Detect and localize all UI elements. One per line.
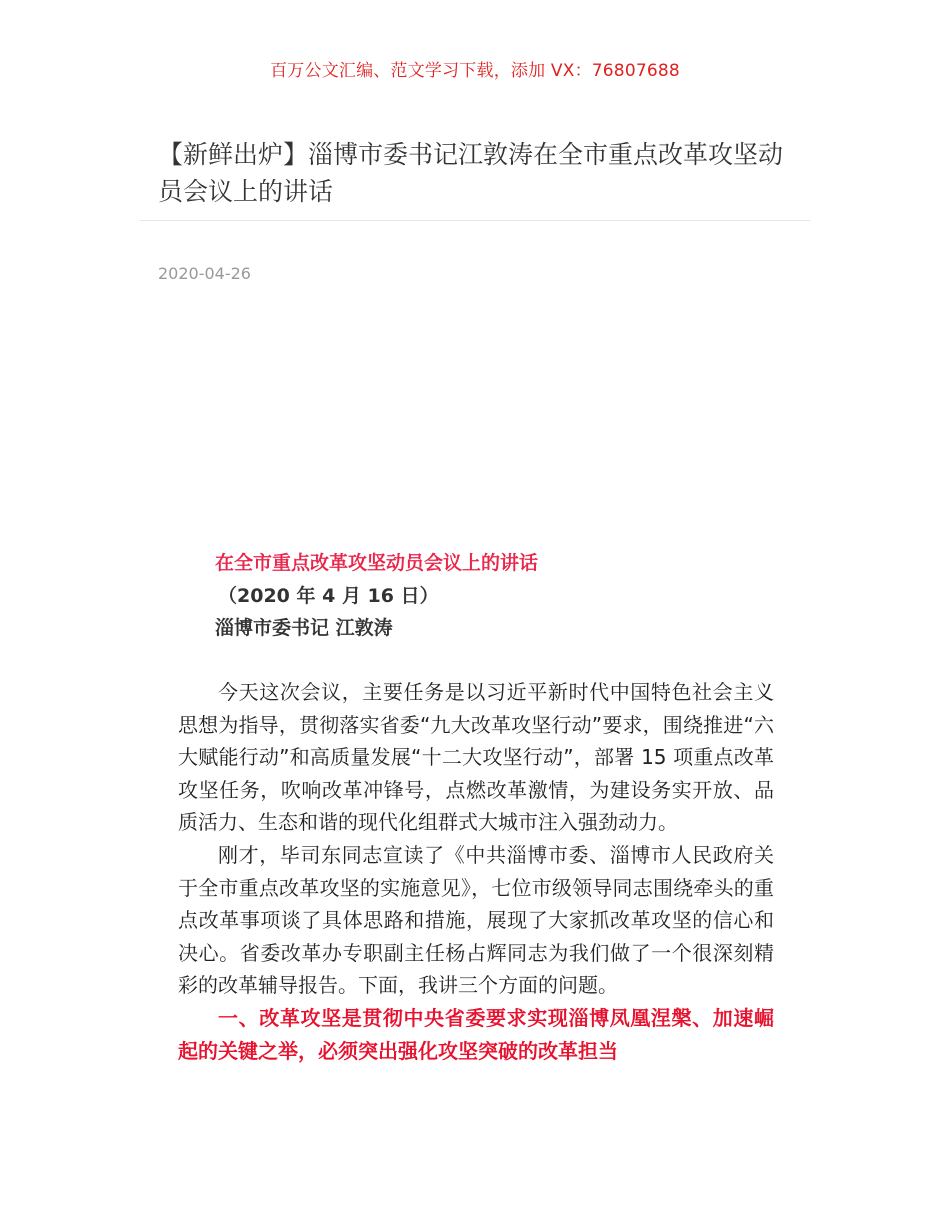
speech-author: 淄博市委书记 江敦涛	[215, 617, 393, 639]
paragraph: 今天这次会议，主要任务是以习近平新时代中国特色社会主义思想为指导，贯彻落实省委“九大改革攻坚行动”要求，围绕推进“六大赋能行动”和高质量发展“十二大攻坚行动”，部署 15 项重点改革攻坚任务，吹响改革冲锋号，点燃改革激情，为建设务实开放、品质活力、生态和谐的现代化组群式大城市注入强劲动力。	[178, 680, 774, 835]
speech-title: 在全市重点改革攻坚动员会议上的讲话	[215, 552, 539, 574]
article-title: 【新鲜出炉】淄博市委书记江敦涛在全市重点改革攻坚动员会议上的讲话	[158, 140, 784, 206]
promo-banner: 百万公文汇编、范文学习下载，添加 VX：76807688	[270, 61, 680, 81]
section-heading: 一、改革攻坚是贯彻中央省委要求实现淄博凤凰涅槃、加速崛起的关键之举，必须突出强化攻坚突破的改革担当	[178, 1005, 774, 1063]
publish-date: 2020-04-26	[158, 264, 251, 283]
speech-body	[178, 676, 774, 1067]
speech-date: （2020 年 4 月 16 日）	[218, 585, 439, 607]
title-divider	[140, 220, 810, 221]
paragraph: 刚才，毕司东同志宣读了《中共淄博市委、淄博市人民政府关于全市重点改革攻坚的实施意见》，七位市级领导同志围绕牵头的重点改革事项谈了具体思路和措施，展现了大家抓改革攻坚的信心和决心。省委改革办专职副主任杨占辉同志为我们做了一个很深刻精彩的改革辅导报告。下面，我讲三个方面的问题。	[178, 842, 774, 998]
